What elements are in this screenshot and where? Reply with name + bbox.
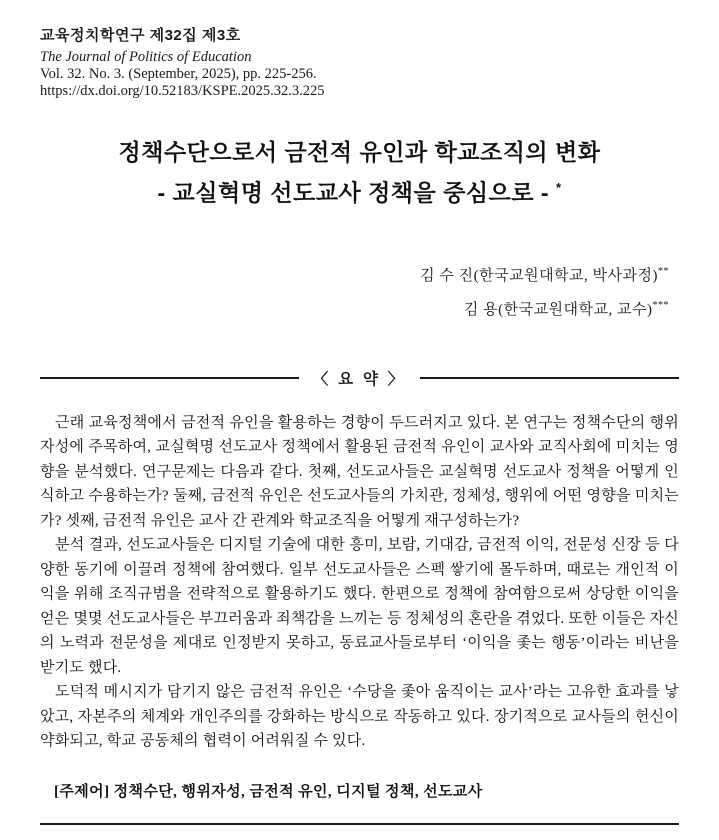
- abstract-rule-right: [420, 377, 679, 379]
- abstract-paragraph-1: 근래 교육정책에서 금전적 유인을 활용하는 경향이 두드러지고 있다. 본 연구는 정책수단의 행위자성에 주목하여, 교실혁명 선도교사 정책에서 활용된 금전적 유인이 교사와 교직사회에 미치는 영향을 분석했다. 연구문제는 다음과 같다. 첫째, 선도교사들은 교실혁명 선도교사 정책을 어떻게 인식하고 수용하는가? 둘째, 금전적 유인은 선도교사들의 가치관, 정체성, 행위에 어떤 영향을 미치는가? 셋째, 금전적 유인은 교사 간 관계와 학교조직을 어떻게 재구성하는가?: [40, 414, 679, 529]
- abstract-header: [40, 367, 679, 389]
- author-footnote-marker: **: [658, 265, 669, 277]
- authors-block: [40, 257, 679, 325]
- keywords-line: [주제어] 정책수단, 행위자성, 금전적 유인, 디지털 정책, 선도교사: [54, 783, 483, 800]
- doi-link: https://dx.doi.org/10.52183/KSPE.2025.32.3.225: [40, 83, 325, 99]
- abstract-rule-left: [40, 377, 299, 379]
- abstract-paragraph-3: 도덕적 메시지가 담기지 않은 금전적 유인은 ‘수당을 좇아 움직이는 교사’라는 고유한 효과를 낳았고, 자본주의 체계와 개인주의를 강화하는 방식으로 작동하고 있다. 장기적으로 교사들의 헌신이 약화되고, 학교 공동체의 협력이 어려워질 수 있다.: [40, 684, 679, 750]
- author-name-affiliation: 김 수 진(한국교원대학교, 박사과정): [420, 267, 658, 284]
- title-footnote-marker: *: [555, 180, 562, 195]
- article-title: [40, 134, 679, 211]
- journal-title-english: The Journal of Politics of Education: [40, 49, 252, 65]
- abstract-body: [40, 411, 679, 754]
- author-line: [40, 257, 669, 291]
- abstract-paragraph-2: 분석 결과, 선도교사들은 디지털 기술에 대한 흥미, 보람, 기대감, 금전적 이익, 전문성 신장 등 다양한 동기에 이끌려 정책에 참여했다. 일부 선도교사들은 스펙 쌓기에 몰두하며, 때로는 개인적 이익을 위해 조직규범을 전략적으로 활용하기도 했다. 한편으로 정책에 참여함으로써 상당한 이익을 얻은 몇몇 선도교사들은 부끄러움과 죄책감을 느끼는 등 정체성의 혼란을 겪었다. 또한 이들은 자신의 노력과 전문성을 제대로 인정받지 못하고, 동료교사들로부터 ‘이익을 좇는 행동’이라는 비난을 받기도 했다.: [40, 537, 679, 676]
- journal-title-korean: 교육정치학연구 제32집 제3호: [40, 27, 241, 44]
- article-title-line1: 정책수단으로서 금전적 유인과 학교조직의 변화: [118, 139, 601, 165]
- author-footnote-marker: ***: [652, 299, 669, 311]
- author-line: [40, 291, 669, 325]
- journal-header: [40, 24, 679, 100]
- author-name-affiliation: 김 용(한국교원대학교, 교수): [463, 301, 653, 318]
- bottom-divider-rule: [40, 823, 679, 825]
- article-subtitle-text: - 교실혁명 선도교사 정책을 중심으로 -: [157, 179, 550, 206]
- article-title-line2: [40, 170, 679, 211]
- volume-issue-pages: Vol. 32. No. 3. (September, 2025), pp. 225-256.: [40, 66, 317, 82]
- abstract-label: 〈 요 약 〉: [312, 370, 407, 388]
